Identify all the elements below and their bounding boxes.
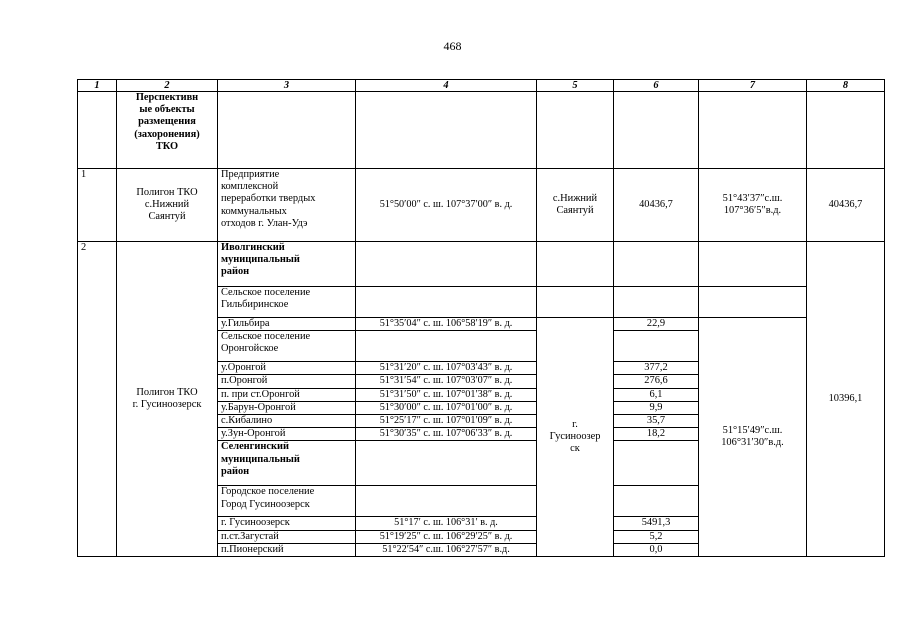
object-name: Полигон ТКО г. Гусиноозерск [117,242,218,557]
item-name: г. Гусиноозерск [218,517,356,530]
total-value: 10396,1 [807,242,885,557]
coordinates: 51°50′00″ с. ш. 107°37′00″ в. д. [356,169,537,242]
item-value: 5491,3 [614,517,699,530]
header-col-6: 6 [614,80,699,92]
district-name: Иволгинский муниципальный район [218,242,356,287]
item-coordinates: 51°35′04″ с. ш. 106°58′19″ в. д. [356,318,537,331]
item-value: 35,7 [614,415,699,428]
item-value: 377,2 [614,362,699,375]
header-col-1: 1 [78,80,117,92]
header-col-2: 2 [117,80,218,92]
settlement-name: Сельское поселение Гильбиринское [218,287,356,318]
item-coordinates: 51°17′ с. ш. 106°31′ в. д. [356,517,537,530]
settlement-name: Городское поселение Город Гусиноозерск [218,486,356,517]
location: с.Нижний Саянтуй [537,169,614,242]
settlement-name: Сельское поселение Оронгойское [218,331,356,362]
section-title: Перспективн ые объекты размещения (захоронения) ТКО [117,92,218,169]
row-number: 2 [78,242,117,557]
header-col-4: 4 [356,80,537,92]
item-name: у.Оронгой [218,362,356,375]
item-name: п.Оронгой [218,375,356,388]
header-col-3: 3 [218,80,356,92]
header-col-5: 5 [537,80,614,92]
item-coordinates: 51°30′00″ с. ш. 107°01′00″ в. д. [356,401,537,414]
item-value: 6,1 [614,388,699,401]
row-number: 1 [78,169,117,242]
item-name: у.Зун-Оронгой [218,428,356,441]
object-name: Полигон ТКО с.Нижний Саянтуй [117,169,218,242]
item-coordinates: 51°25′17″ с. ш. 107°01′09″ в. д. [356,415,537,428]
section-title-row [78,92,885,169]
item-value: 18,2 [614,428,699,441]
item-name: п.ст.Загустай [218,530,356,543]
item-coordinates: 51°31′20″ с. ш. 107°03′43″ в. д. [356,362,537,375]
item-name: с.Кибалино [218,415,356,428]
item-value: 5,2 [614,530,699,543]
item-value: 9,9 [614,401,699,414]
item-name: п.Пионерский [218,543,356,556]
total-value: 40436,7 [807,169,885,242]
site-coordinates: 51°43′37″с.ш. 107°36′5″в.д. [699,169,807,242]
object-description: Предприятие комплексной переработки твердых коммунальных отходов г. Улан-Удэ [218,169,356,242]
header-col-8: 8 [807,80,885,92]
item-coordinates: 51°30′35″ с. ш. 107°06′33″ в. д. [356,428,537,441]
district-name: Селенгинский муниципальный район [218,441,356,486]
header-col-7: 7 [699,80,807,92]
item-coordinates: 51°22′54″ с.ш. 106°27′57″ в.д. [356,543,537,556]
district-row [78,242,885,287]
area-value: 40436,7 [614,169,699,242]
item-coordinates: 51°31′54″ с. ш. 107°03′07″ в. д. [356,375,537,388]
page-number: 468 [443,39,462,53]
item-coordinates: 51°19′25″ с. ш. 106°29′25″ в. д. [356,530,537,543]
item-value: 276,6 [614,375,699,388]
item-coordinates: 51°31′50″ с. ш. 107°01′38″ в. д. [356,388,537,401]
item-name: у.Гильбира [218,318,356,331]
item-name: п. при ст.Оронгой [218,388,356,401]
tko-objects-table [77,79,885,557]
item-value: 0,0 [614,543,699,556]
table-row [78,169,885,242]
location: г. Гусиноозер ск [537,318,614,557]
site-coordinates: 51°15′49″с.ш. 106°31′30″в.д. [699,318,807,557]
item-value: 22,9 [614,318,699,331]
header-row [78,80,885,92]
item-name: у.Барун-Оронгой [218,401,356,414]
